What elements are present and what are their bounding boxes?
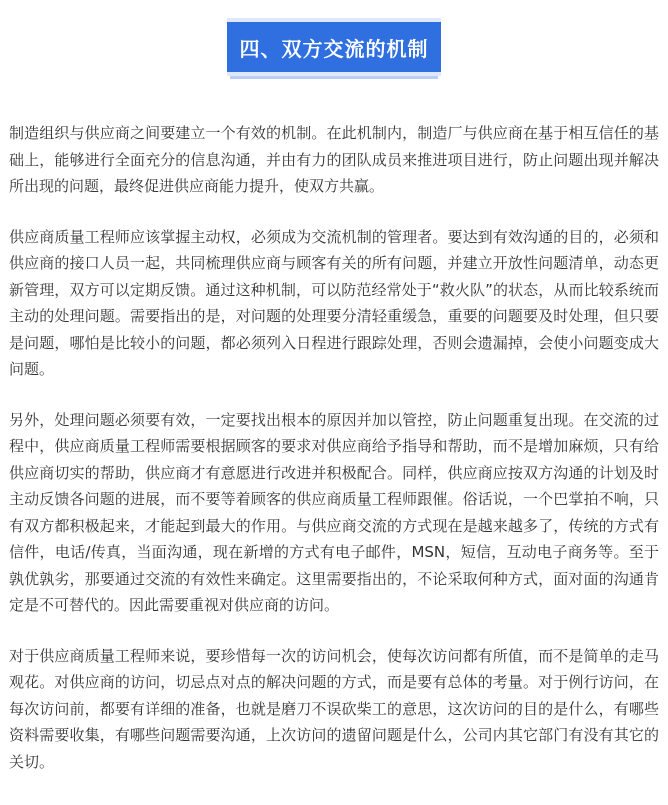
paragraph-2: 供应商质量工程师应该掌握主动权，必须成为交流机制的管理者。要达到有效沟通的目的，必须和供应商的接口人员一起，共同梳理供应商与顾客有关的所有问题，并建立开放性问题清单，动态更新管理，双方可以定期反馈。通过这种机制，可以防范经常处于“救火队”的状态，从而比较系统而主动的处理问题。需要指出的是，对问题的处理要分清轻重缓急，重要的问题要及时处理，但只要是问题，哪怕是比较小的问题，都必须列入日程进行跟踪处理，否则会遗漏掉，会使小问题变成大问题。 <box>9 227 659 378</box>
paragraph-1: 制造组织与供应商之间要建立一个有效的机制。在此机制内，制造厂与供应商在基于相互信任的基础上，能够进行全面充分的信息沟通，并由有力的团队成员来推进项目进行，防止问题出现并解决所出现的问题，最终促进供应商能力提升，使双方共赢。 <box>9 124 659 195</box>
paragraph-4: 对于供应商质量工程师来说，要珍惜每一次的访问机会，使每次访问都有所值，而不是简单的走马观花。对供应商的访问，切忌点对点的解决问题的方式，而是要有总体的考量。对于例行访问，在每次访问前，都要有详细的准备，也就是磨刀不误砍柴工的意思，这次访问的目的是什么，有哪些资料需要收集，有哪些问题需要沟通，上次访问的遗留问题是什么，公司内其它部门有没有其它的关切。 <box>9 646 659 771</box>
section-title-banner <box>227 18 441 76</box>
article-body <box>9 120 659 799</box>
section-title: 四、双方交流的机制 <box>239 36 429 61</box>
paragraph-3: 另外，处理问题必须要有效，一定要找出根本的原因并加以管控，防止问题重复出现。在交流的过程中，供应商质量工程师需要根据顾客的要求对供应商给予指导和帮助，而不是增加麻烦，只有给供应商切实的帮助，供应商才有意愿进行改进并积极配合。同样，供应商应按双方沟通的计划及时主动反馈各问题的进展，而不要等着顾客的供应商质量工程师跟催。俗话说，一个巴掌拍不响，只有双方都积极起来，才能起到最大的作用。与供应商交流的方式现在是越来越多了，传统的方式有信件，电话/传真，当面沟通，现在新增的方式有电子邮件，MSN，短信，互动电子商务等。至于孰优孰劣，那要通过交流的有效性来确定。这里需要指出的，不论采取何种方式，面对面的沟通肯定是不可替代的。因此需要重视对供应商的访问。 <box>9 410 659 614</box>
section-header <box>0 18 668 76</box>
